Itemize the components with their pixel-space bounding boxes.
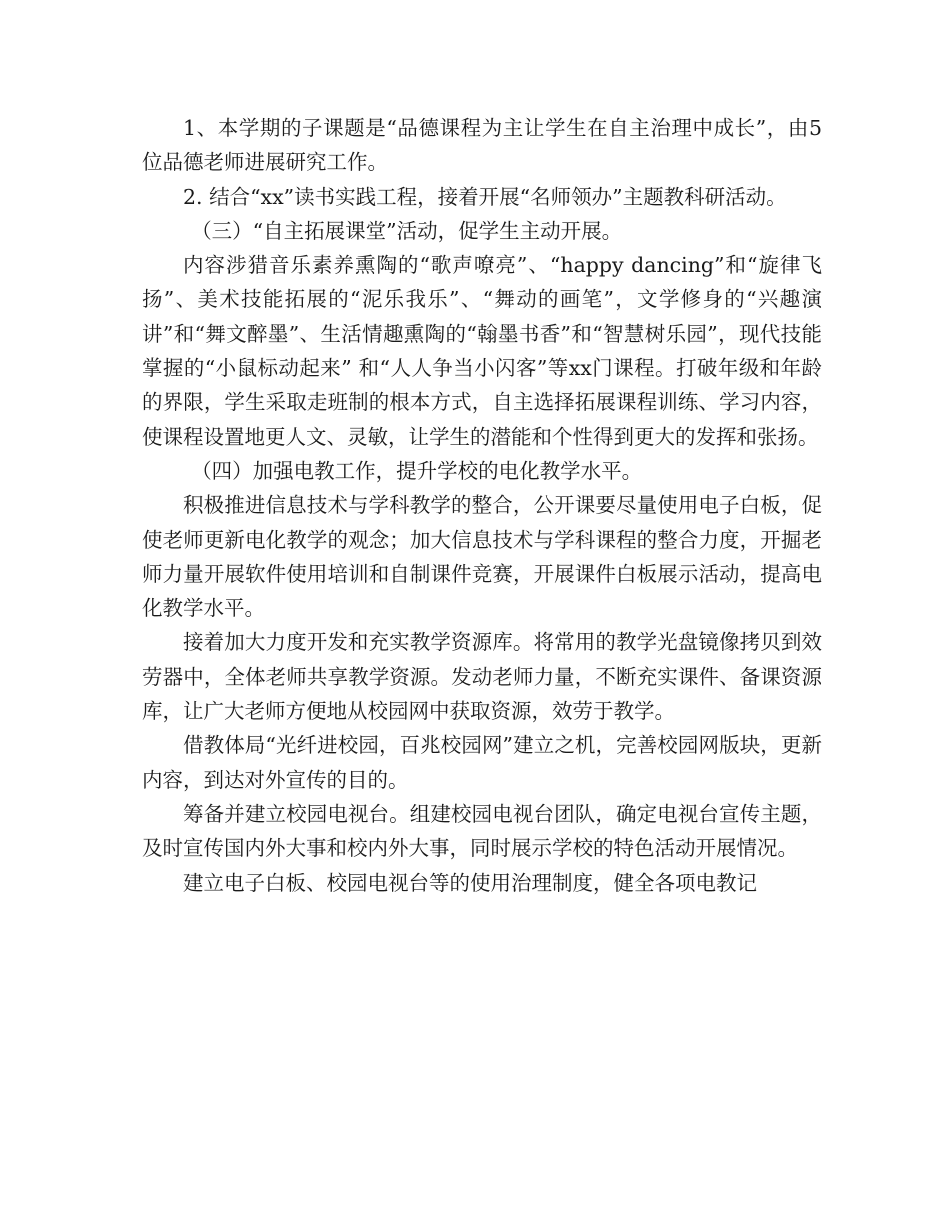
paragraph-reading-project: 2. 结合“xx”读书实践工程，接着开展“名师领办”主题教科研活动。 bbox=[183, 184, 787, 209]
section-heading-4: （四）加强电教工作，提升学校的电化教学水平。 bbox=[191, 458, 643, 483]
document-body bbox=[142, 111, 822, 900]
paragraph-resource-library: 接着加大力度开发和充实教学资源库。将常用的教学光盘镜像拷贝到效劳器中，全体老师共享教学资源。发动老师力量，不断充实课件、备课资源库，让广大老师方便地从校园网中获取资源，效劳于教学。 bbox=[142, 630, 822, 724]
paragraph-it-integration: 积极推进信息技术与学科教学的整合，公开课要尽量使用电子白板，促使老师更新电化教学的观念；加大信息技术与学科课程的整合力度，开掘老师力量开展软件使用培训和自制课件竞赛，开展课件白板展示活动，提高电化教学水平。 bbox=[142, 493, 822, 621]
section-heading-3: （三）“自主拓展课堂”活动，促学生主动开展。 bbox=[191, 218, 623, 243]
paragraph-subtopic: 1、本学期的子课题是“品德课程为主让学生在自主治理中成长”，由5位品德老师进展研究工作。 bbox=[142, 116, 822, 175]
paragraph-tv-station: 筹备并建立校园电视台。组建校园电视台团队，确定电视台宣传主题，及时宣传国内外大事和校内外大事，同时展示学校的特色活动开展情况。 bbox=[142, 801, 822, 861]
paragraph-course-content: 内容涉猎音乐素养熏陶的“歌声嘹亮”、“happy dancing”和“旋律飞扬”、美术技能拓展的“泥乐我乐”、“舞动的画笔”，文学修身的“兴趣演讲”和“舞文醉墨”、生活情趣熏陶的“翰墨书香”和“智慧树乐园”，现代技能掌握的“小鼠标动起来” 和“人人争当小闪客”等xx门课程。打破年级和年龄的界限，学生采取走班制的根本方式，自主选择拓展课程训练、学习内容，使课程设置地更人文、灵敏，让学生的潜能和个性得到更大的发挥和张扬。 bbox=[142, 253, 822, 449]
paragraph-management-system: 建立电子白板、校园电视台等的使用治理制度，健全各项电教记 bbox=[183, 870, 757, 895]
paragraph-campus-network: 借教体局“光纤进校园，百兆校园网”建立之机，完善校园网版块，更新内容，到达对外宣传的目的。 bbox=[142, 733, 822, 792]
